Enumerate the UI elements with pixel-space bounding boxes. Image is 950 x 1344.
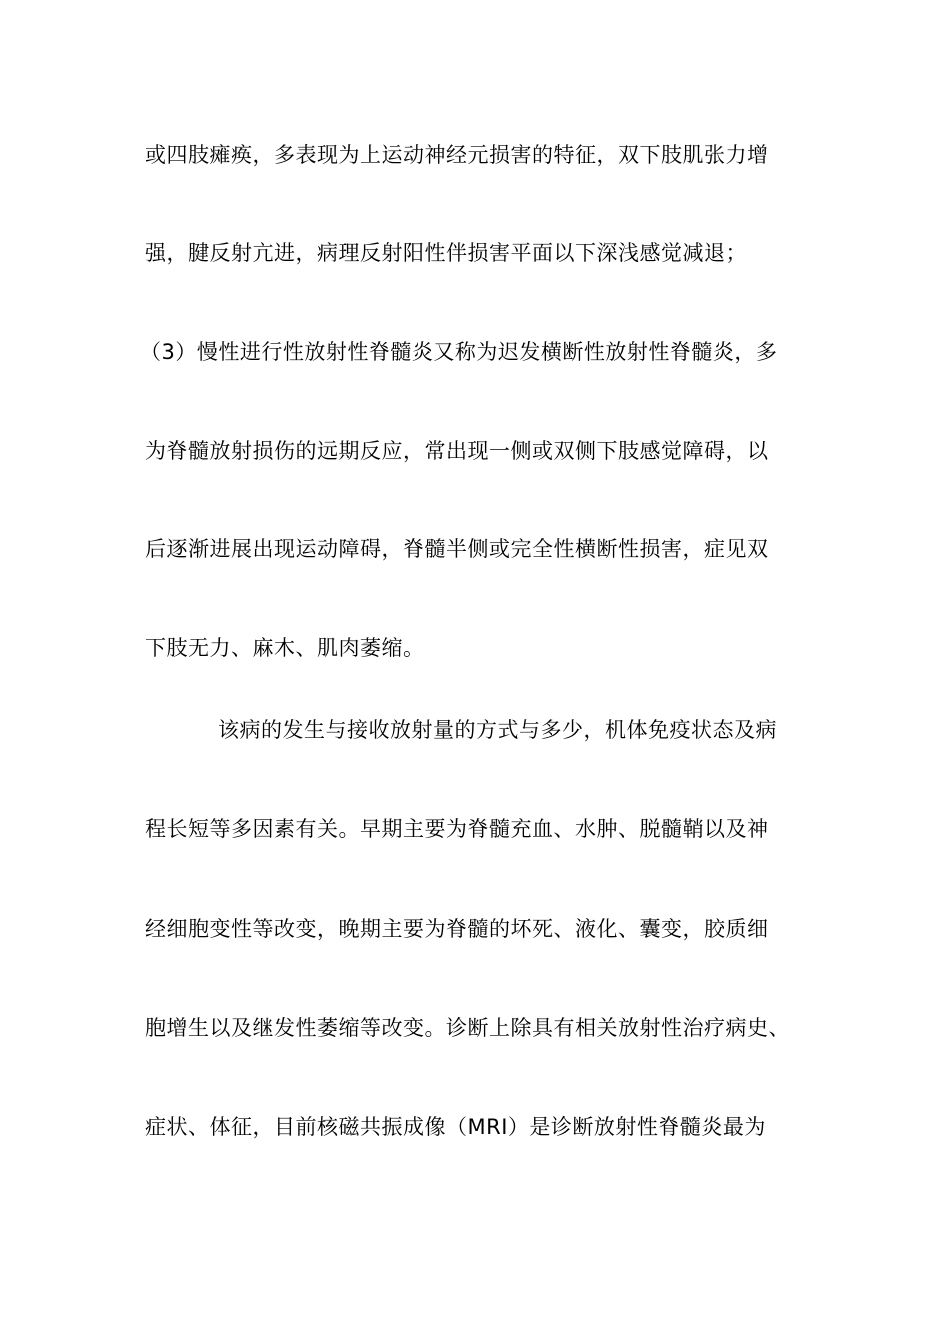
text-line: 或四肢瘫痪，多表现为上运动神经元损害的特征，双下肢肌张力增	[145, 143, 769, 167]
text-line: 后逐渐进展出现运动障碍，脊髓半侧或完全性横断性损害，症见双	[145, 537, 769, 561]
text-line: 症状、体征，目前核磁共振成像（MRI）是诊断放射性脊髓炎最为	[145, 1115, 766, 1139]
text-line: 经细胞变性等改变，晚期主要为脊髓的坏死、液化、囊变，胶质细	[145, 917, 769, 941]
text-line: 胞增生以及继发性萎缩等改变。诊断上除具有相关放射性治疗病史、	[145, 1016, 790, 1040]
text-line: 下肢无力、麻木、肌肉萎缩。	[145, 636, 425, 660]
text-line: 该病的发生与接收放射量的方式与多少，机体免疫状态及病	[218, 718, 777, 742]
text-line: 为脊髓放射损伤的远期反应，常出现一侧或双侧下肢感觉障碍，以	[145, 439, 769, 463]
text-line: 强，腱反射亢进，病理反射阳性伴损害平面以下深浅感觉减退；	[145, 241, 747, 265]
text-line: 程长短等多因素有关。早期主要为脊髓充血、水肿、脱髓鞘以及神	[145, 817, 769, 841]
text-line: （3）慢性进行性放射性脊髓炎又称为迟发横断性放射性脊髓炎，多	[140, 340, 778, 364]
